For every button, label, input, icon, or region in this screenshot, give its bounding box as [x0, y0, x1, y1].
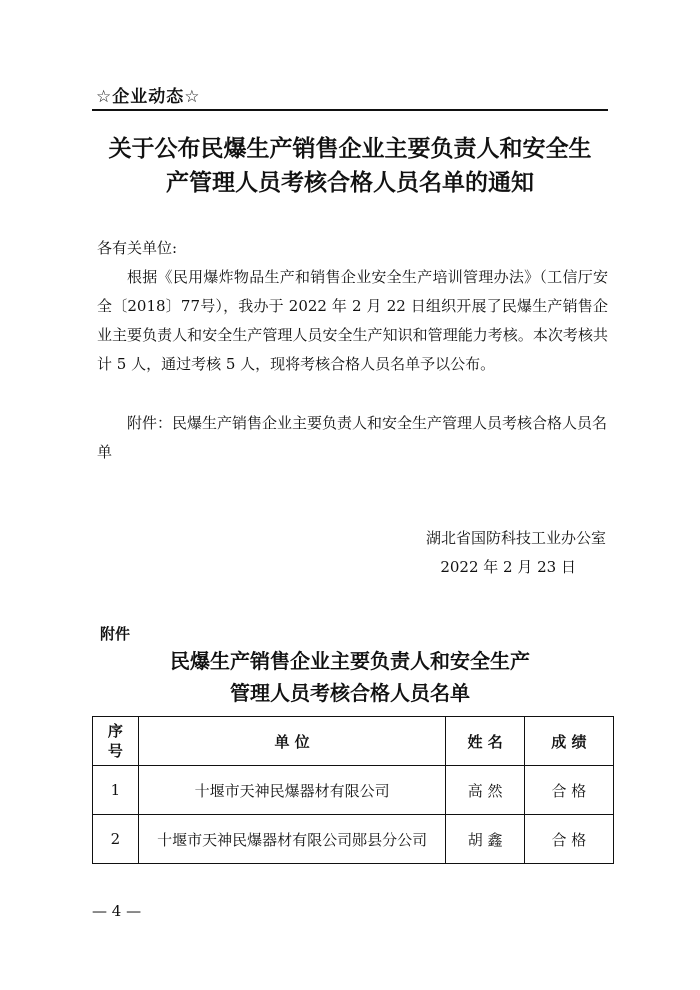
table-row [93, 815, 614, 864]
row-no: 2 [93, 815, 139, 864]
row-unit: 十堰市天神民爆器材有限公司 [138, 766, 446, 815]
row-name: 胡 鑫 [446, 815, 524, 864]
annex-title-line1: 民爆生产销售企业主要负责人和安全生产 [170, 649, 530, 673]
row-unit: 十堰市天神民爆器材有限公司郧县分公司 [138, 815, 446, 864]
column-header-no [93, 717, 139, 766]
row-result: 合 格 [524, 815, 613, 864]
column-header-unit: 单 位 [138, 717, 446, 766]
notice-body: 根据《民用爆炸物品生产和销售企业安全生产培训管理办法》（工信厅安全〔2018〕77号），我办于 2022 年 2 月 22 日组织开展了民爆生产销售企业主要负责人和安全生产管理人员安全生产知识和管理能力考核。本次考核共计 5 人，通过考核 5 人，现将考核合格人员名单予以公布。 [97, 268, 608, 373]
notice-title [92, 132, 608, 200]
roster-table [92, 716, 614, 864]
annex-title-line2: 管理人员考核合格人员名单 [230, 681, 470, 705]
notice-title-line2: 产管理人员考核合格人员名单的通知 [166, 169, 534, 196]
row-result: 合 格 [524, 766, 613, 815]
column-header-name: 姓 名 [446, 717, 524, 766]
annex-label: 附件 [100, 625, 131, 643]
signature-org: 湖北省国防科技工业办公室 [425, 529, 606, 547]
section-tag: ☆企业动态☆ [96, 87, 201, 107]
page-number: — 4 — [92, 902, 142, 920]
table-header-row [93, 717, 614, 766]
table-row [93, 766, 614, 815]
notice-title-line1: 关于公布民爆生产销售企业主要负责人和安全生 [108, 135, 592, 162]
column-header-no-line2: 号 [107, 742, 123, 760]
column-header-result: 成 绩 [524, 717, 613, 766]
signature-date: 2022 年 2 月 23 日 [440, 558, 576, 576]
salutation: 各有关单位: [97, 239, 178, 257]
header-divider [92, 109, 608, 111]
annex-title [92, 645, 608, 709]
column-header-no-line1: 序 [107, 722, 123, 740]
attachment-note: 附件：民爆生产销售企业主要负责人和安全生产管理人员考核合格人员名单 [97, 414, 608, 461]
row-no: 1 [93, 766, 139, 815]
row-name: 高 然 [446, 766, 524, 815]
